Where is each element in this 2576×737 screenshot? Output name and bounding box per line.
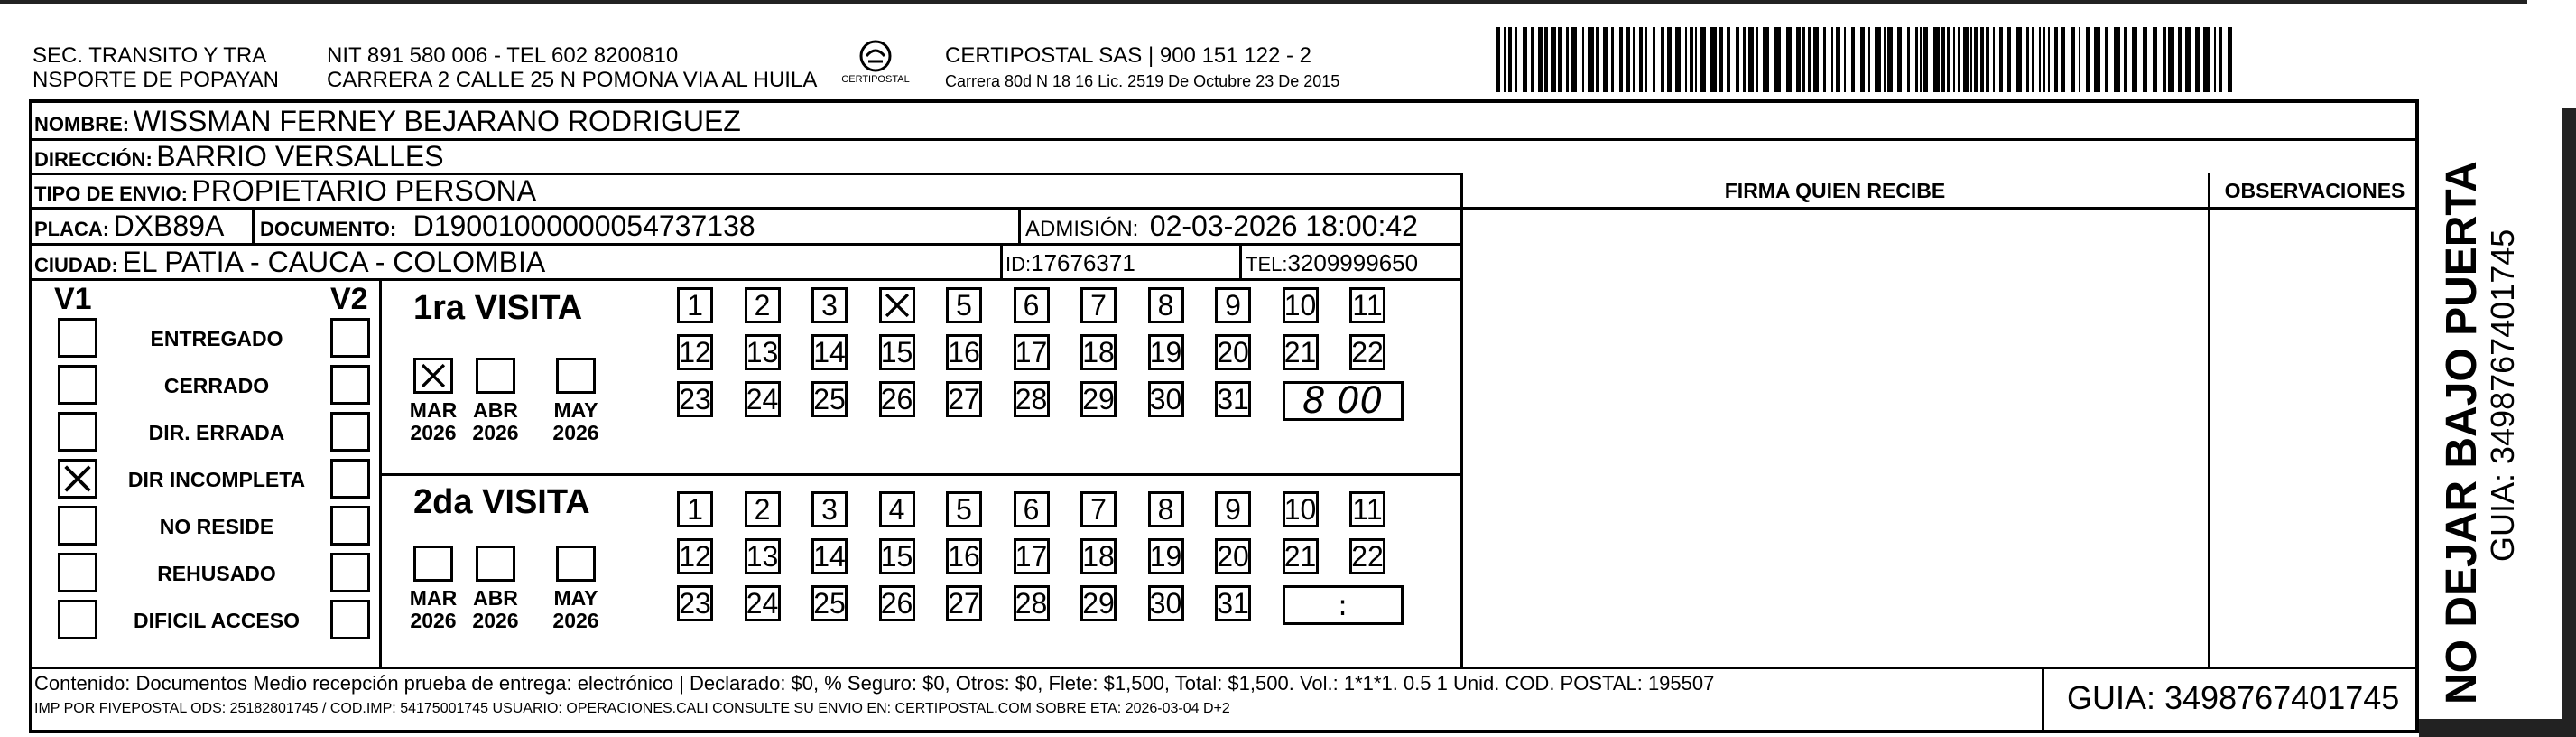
signature-header: FIRMA QUIEN RECIBE [1724, 179, 1946, 202]
v2-checkbox[interactable] [330, 506, 370, 546]
day-number: 4 [888, 493, 905, 526]
day-number: 15 [880, 336, 913, 368]
day-number: 6 [1023, 289, 1040, 322]
status-label: CERRADO [163, 374, 270, 397]
day-cell[interactable] [677, 381, 713, 417]
day-cell[interactable] [745, 538, 781, 574]
day-cell[interactable] [745, 334, 781, 370]
id-divider [1000, 243, 1003, 278]
v1-checkbox[interactable] [58, 459, 97, 499]
name-row [34, 105, 741, 138]
signature-column-divider [1460, 173, 1463, 667]
day-number: 2 [754, 493, 771, 526]
recipient-address: BARRIO VERSALLES [156, 140, 444, 173]
day-cell[interactable] [1148, 538, 1184, 574]
month-name: MAY [553, 586, 598, 610]
address-row [34, 140, 444, 173]
day-number: 29 [1082, 587, 1115, 620]
top-cut-edge [0, 0, 2527, 4]
day-cell[interactable] [879, 585, 915, 621]
footer-imp-line: IMP POR FIVEPOSTAL ODS: 25182801745 / COD.IMP: 54175001745 USUARIO: OPERACIONES.CALI CONSULTE SU ENVIO EN: CERTIPOSTAL.COM SOBRE ETA: 2026-03-04 D+2 [34, 701, 1230, 716]
recipient-name: WISSMAN FERNEY BEJARANO RODRIGUEZ [133, 105, 741, 137]
day-number: 12 [679, 336, 711, 368]
day-number: 1 [687, 493, 703, 526]
plate-label: PLACA: [34, 218, 110, 240]
day-number: 5 [956, 289, 972, 322]
day-cell[interactable] [1014, 491, 1050, 527]
plate-divider [252, 207, 255, 243]
month-year: 2026 [472, 421, 519, 445]
side-guide-text: GUIA: 3498767401745 [2484, 229, 2521, 562]
admission-cell [1025, 210, 1418, 243]
day-cell[interactable] [1349, 538, 1385, 574]
month-label [406, 399, 460, 445]
tel-label: TEL: [1246, 253, 1288, 275]
status-label: DIR. ERRADA [148, 421, 285, 444]
v2-checkbox[interactable] [330, 318, 370, 358]
visit-divider [379, 473, 1462, 476]
month-name: MAR [409, 398, 458, 422]
day-number: 9 [1225, 289, 1241, 322]
address-label: DIRECCIÓN: [34, 148, 153, 171]
month-label [549, 587, 603, 633]
day-cell[interactable] [1080, 334, 1117, 370]
month-label [468, 587, 523, 633]
day-number: 23 [679, 383, 711, 415]
nit-line: NIT 891 580 006 - TEL 602 8200810 [327, 43, 679, 68]
day-cell[interactable] [879, 381, 915, 417]
day-cell[interactable] [946, 538, 982, 574]
month-name: ABR [473, 586, 518, 610]
day-cell[interactable] [1215, 381, 1251, 417]
v1-checkbox[interactable] [58, 365, 97, 405]
page-edge-bottom [2419, 719, 2576, 737]
time-value: : [1338, 588, 1348, 622]
day-cell[interactable] [1283, 491, 1319, 527]
day-cell[interactable] [811, 334, 848, 370]
day-cell[interactable] [946, 334, 982, 370]
month-name: ABR [473, 398, 518, 422]
day-number: 19 [1149, 336, 1182, 368]
day-cell[interactable] [879, 491, 915, 527]
day-cell[interactable] [811, 491, 848, 527]
v1-label: V1 [54, 282, 92, 316]
day-number: 31 [1217, 383, 1249, 415]
sender-line2: NSPORTE DE POPAYAN [32, 68, 279, 92]
day-cell[interactable] [1283, 287, 1319, 323]
day-cell[interactable] [946, 381, 982, 417]
month-label [468, 399, 523, 445]
status-label: NO RESIDE [159, 515, 274, 538]
month-label [549, 399, 603, 445]
day-number: 26 [880, 383, 913, 415]
day-cell[interactable] [1215, 287, 1251, 323]
day-number: 11 [1352, 493, 1383, 526]
footer-guide: GUIA: 3498767401745 [2067, 679, 2400, 716]
day-number: 8 [1157, 493, 1174, 526]
day-cell[interactable] [1148, 287, 1184, 323]
v1-checkbox[interactable] [58, 412, 97, 452]
barcode-icon [1496, 27, 2237, 92]
day-number: 3 [821, 493, 838, 526]
day-number: 14 [813, 336, 846, 368]
day-number: 7 [1090, 289, 1107, 322]
day-cell[interactable] [879, 334, 915, 370]
plate-value: DXB89A [113, 210, 225, 242]
status-label: ENTREGADO [150, 327, 283, 350]
day-number: 15 [880, 540, 913, 573]
v2-checkbox[interactable] [330, 365, 370, 405]
certipostal-logo [830, 36, 921, 90]
city-label: CIUDAD: [34, 254, 118, 276]
day-cell[interactable] [1080, 287, 1117, 323]
day-number: 13 [746, 540, 779, 573]
day-cell[interactable] [879, 287, 915, 323]
v2-checkbox[interactable] [330, 459, 370, 499]
day-cell[interactable] [1014, 585, 1050, 621]
id-label: ID: [1005, 253, 1032, 275]
v2-checkbox[interactable] [330, 553, 370, 592]
day-cell[interactable] [1215, 334, 1251, 370]
day-number: 7 [1090, 493, 1107, 526]
status-label: DIR INCOMPLETA [127, 468, 306, 491]
plate-cell [34, 210, 224, 243]
day-cell[interactable] [879, 538, 915, 574]
day-number: 26 [880, 587, 913, 620]
tel-value: 3209999650 [1287, 249, 1419, 276]
month-checkbox[interactable] [476, 546, 515, 582]
day-number: 10 [1283, 289, 1317, 322]
v1-checkbox[interactable] [58, 506, 97, 546]
observations-column-divider [2208, 173, 2210, 667]
day-cell[interactable] [1349, 491, 1385, 527]
day-number: 17 [1015, 540, 1048, 573]
day-number: 29 [1082, 383, 1115, 415]
document-value: D19001000000054737138 [412, 210, 755, 242]
send-type: PROPIETARIO PERSONA [191, 174, 537, 207]
status-label: REHUSADO [157, 562, 276, 585]
day-number: 27 [948, 587, 980, 620]
month-year: 2026 [552, 609, 599, 633]
day-number: 21 [1283, 336, 1317, 368]
month-checkbox[interactable] [556, 546, 596, 582]
footer-content-line: Contenido: Documentos Medio recepción prueba de entrega: electrónico | Declarado: $0, % Seguro: $0, Otros: $0, Flete: $1,500, Total: $1,500. Vol.: 1*1*1. 0.5 1 Unid. COD. POSTAL: 195507 [34, 672, 1715, 695]
day-cell[interactable] [811, 287, 848, 323]
status-label: DIFICIL ACCESO [133, 609, 300, 632]
day-number: 12 [679, 540, 711, 573]
day-number: 20 [1217, 540, 1249, 573]
observations-header: OBSERVACIONES [2224, 179, 2405, 202]
day-cell[interactable] [677, 538, 713, 574]
footer-guide-divider [2042, 667, 2044, 733]
day-cell[interactable] [811, 538, 848, 574]
day-number: 3 [821, 289, 838, 322]
day-cell[interactable] [946, 287, 982, 323]
day-cell[interactable] [1215, 491, 1251, 527]
day-number: 28 [1015, 587, 1048, 620]
day-cell[interactable] [1014, 381, 1050, 417]
status-divider [379, 278, 382, 667]
day-cell[interactable] [1349, 334, 1385, 370]
day-number: 25 [813, 383, 846, 415]
day-number: 22 [1351, 540, 1384, 573]
name-label: NOMBRE: [34, 113, 130, 135]
day-cell[interactable] [1349, 287, 1385, 323]
month-year: 2026 [552, 421, 599, 445]
month-year: 2026 [410, 609, 457, 633]
v2-checkbox[interactable] [330, 412, 370, 452]
day-cell[interactable] [677, 585, 713, 621]
month-year: 2026 [410, 421, 457, 445]
time-field[interactable] [1283, 381, 1404, 421]
day-number: 19 [1149, 540, 1182, 573]
document-cell [260, 210, 755, 243]
day-cell[interactable] [1148, 334, 1184, 370]
document-label: DOCUMENTO: [260, 218, 397, 240]
day-cell[interactable] [677, 491, 713, 527]
address-line: CARRERA 2 CALLE 25 N POMONA VIA AL HUILA [327, 68, 818, 92]
id-value: 17676371 [1031, 249, 1135, 276]
day-cell[interactable] [1215, 585, 1251, 621]
admission-divider [1018, 207, 1021, 243]
day-cell[interactable] [811, 381, 848, 417]
time-value: 8 00 [1302, 380, 1384, 422]
v1-checkbox[interactable] [58, 553, 97, 592]
day-cell[interactable] [946, 585, 982, 621]
company-line1: CERTIPOSTAL SAS | 900 151 122 - 2 [945, 43, 1311, 68]
id-cell [1005, 249, 1135, 277]
day-cell[interactable] [1148, 585, 1184, 621]
day-number: 1 [687, 289, 703, 322]
day-cell[interactable] [745, 491, 781, 527]
footer-divider [29, 667, 2419, 669]
city-cell [34, 246, 545, 279]
x-mark-icon [882, 290, 913, 321]
day-cell[interactable] [677, 334, 713, 370]
month-checkbox[interactable] [556, 358, 596, 394]
day-number: 25 [813, 587, 846, 620]
day-cell[interactable] [1080, 381, 1117, 417]
barcode [1496, 27, 2237, 92]
day-cell[interactable] [745, 585, 781, 621]
day-cell[interactable] [1014, 287, 1050, 323]
day-number: 8 [1157, 289, 1174, 322]
day-cell[interactable] [1014, 538, 1050, 574]
day-number: 18 [1082, 540, 1115, 573]
company-info [945, 43, 1339, 91]
day-cell[interactable] [1148, 381, 1184, 417]
month-year: 2026 [472, 609, 519, 633]
day-number: 13 [746, 336, 779, 368]
admission-label: ADMISIÓN: [1025, 217, 1139, 241]
page-edge-shadow [2562, 108, 2576, 732]
day-number: 28 [1015, 383, 1048, 415]
day-number: 6 [1023, 493, 1040, 526]
day-cell[interactable] [946, 491, 982, 527]
sender-line1: SEC. TRANSITO Y TRA [32, 43, 267, 68]
tel-divider [1239, 243, 1242, 278]
day-cell[interactable] [1215, 538, 1251, 574]
month-label [406, 587, 460, 633]
time-field[interactable] [1283, 585, 1404, 625]
send-type-label: TIPO DE ENVIO: [34, 182, 188, 205]
day-number: 16 [948, 336, 980, 368]
day-number: 30 [1149, 587, 1182, 620]
month-name: MAR [409, 586, 458, 610]
x-mark-icon [60, 462, 95, 496]
day-number: 9 [1225, 493, 1241, 526]
day-number: 24 [746, 587, 779, 620]
month-checkbox[interactable] [476, 358, 515, 394]
v1-checkbox[interactable] [58, 600, 97, 639]
day-number: 31 [1217, 587, 1249, 620]
day-number: 16 [948, 540, 980, 573]
visit1-title: 1ra VISITA [413, 289, 583, 327]
admission-value: 02-03-2026 18:00:42 [1149, 210, 1418, 242]
send-type-row [34, 174, 536, 208]
sender-name [32, 43, 279, 92]
day-number: 17 [1015, 336, 1048, 368]
day-cell[interactable] [1080, 538, 1117, 574]
v2-checkbox[interactable] [330, 600, 370, 639]
day-number: 18 [1082, 336, 1115, 368]
day-cell[interactable] [1080, 491, 1117, 527]
day-number: 11 [1352, 289, 1383, 322]
day-cell[interactable] [745, 287, 781, 323]
day-cell[interactable] [1283, 538, 1319, 574]
day-cell[interactable] [811, 585, 848, 621]
tel-cell [1246, 249, 1418, 277]
visit2-title: 2da VISITA [413, 483, 590, 521]
sender-contact [327, 43, 817, 92]
month-checkbox[interactable] [413, 546, 453, 582]
city-value: EL PATIA - CAUCA - COLOMBIA [122, 246, 546, 278]
day-number: 14 [813, 540, 846, 573]
day-number: 10 [1283, 493, 1317, 526]
day-number: 2 [754, 289, 771, 322]
day-number: 20 [1217, 336, 1249, 368]
day-cell[interactable] [677, 287, 713, 323]
no-leave-under-door-text: NO DEJAR BAJO PUERTA [2438, 161, 2486, 704]
x-mark-icon [416, 360, 450, 391]
day-cell[interactable] [1148, 491, 1184, 527]
day-number: 5 [956, 493, 972, 526]
day-cell[interactable] [1080, 585, 1117, 621]
day-number: 22 [1351, 336, 1384, 368]
company-line2: Carrera 80d N 18 16 Lic. 2519 De Octubre 23 De 2015 [945, 72, 1340, 90]
month-name: MAY [553, 398, 598, 422]
day-number: 27 [948, 383, 980, 415]
day-number: 21 [1283, 540, 1317, 573]
month-checkbox[interactable] [413, 358, 453, 394]
day-number: 23 [679, 587, 711, 620]
day-number: 24 [746, 383, 779, 415]
v1-checkbox[interactable] [58, 318, 97, 358]
day-number: 30 [1149, 383, 1182, 415]
day-cell[interactable] [1014, 334, 1050, 370]
day-cell[interactable] [745, 381, 781, 417]
day-cell[interactable] [1283, 334, 1319, 370]
logo-text: CERTIPOSTAL [841, 74, 910, 85]
v2-label: V2 [330, 282, 368, 316]
